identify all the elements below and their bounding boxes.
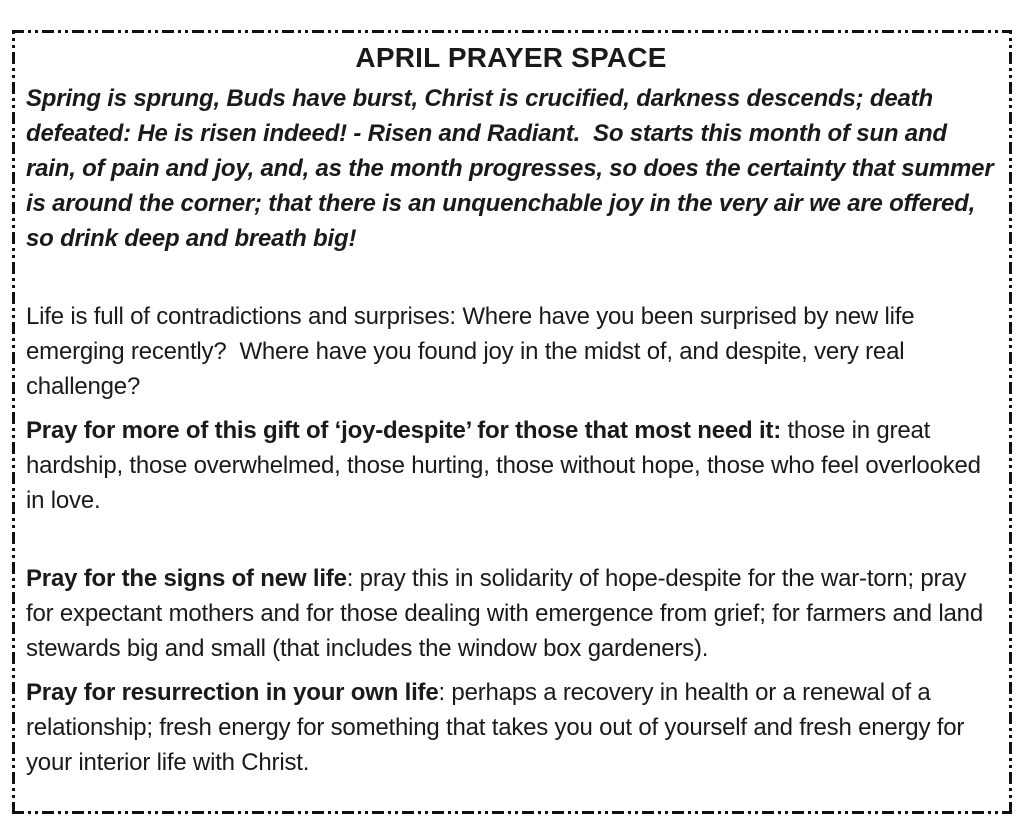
blank-line xyxy=(26,518,996,552)
intro-paragraph: Spring is sprung, Buds have burst, Christ is crucified, darkness descends; death defeated: He is risen indeed! - Risen and Radiant. So starts this month of sun and rain, of pain and joy, and, as the month progresses, so does the certainty that summer is around the corner; that there is an unquenchable joy in the very air we are offered, so drink deep and breath big! xyxy=(26,85,1000,252)
paragraph-body: those in great hardship, those overwhelmed, those hurting, those without hope, those who feel overlooked in love. xyxy=(26,417,988,514)
paragraph-pray-new-life xyxy=(26,561,996,666)
paragraph-pray-joy-despite xyxy=(26,413,996,518)
paragraph-lead: Pray for resurrection in your own life xyxy=(26,679,439,706)
paragraph-contradictions xyxy=(26,299,996,404)
paragraph-pray-resurrection xyxy=(26,675,996,780)
page-title: APRIL PRAYER SPACE xyxy=(355,42,667,73)
document-border-frame xyxy=(12,30,1012,814)
paragraph-body: : perhaps a recovery in health or a renewal of a relationship; fresh energy for something that takes you out of yourself and fresh energy for your interior life with Christ. xyxy=(26,679,971,776)
paragraph-body: : pray this in solidarity of hope-despite for the war-torn; pray for expectant mothers and for those dealing with emergence from grief; for farmers and land stewards big and small (that includes the window box gardeners). xyxy=(26,565,990,662)
paragraph-lead: Pray for more of this gift of ‘joy-despite’ for those that most need it: xyxy=(26,417,781,444)
paragraph-lead: Pray for the signs of new life xyxy=(26,565,347,592)
blank-line xyxy=(26,256,996,290)
paragraph-body: Life is full of contradictions and surprises: Where have you been surprised by new life emerging recently? Where have you found joy in the midst of, and despite, very real challenge? xyxy=(26,303,921,400)
